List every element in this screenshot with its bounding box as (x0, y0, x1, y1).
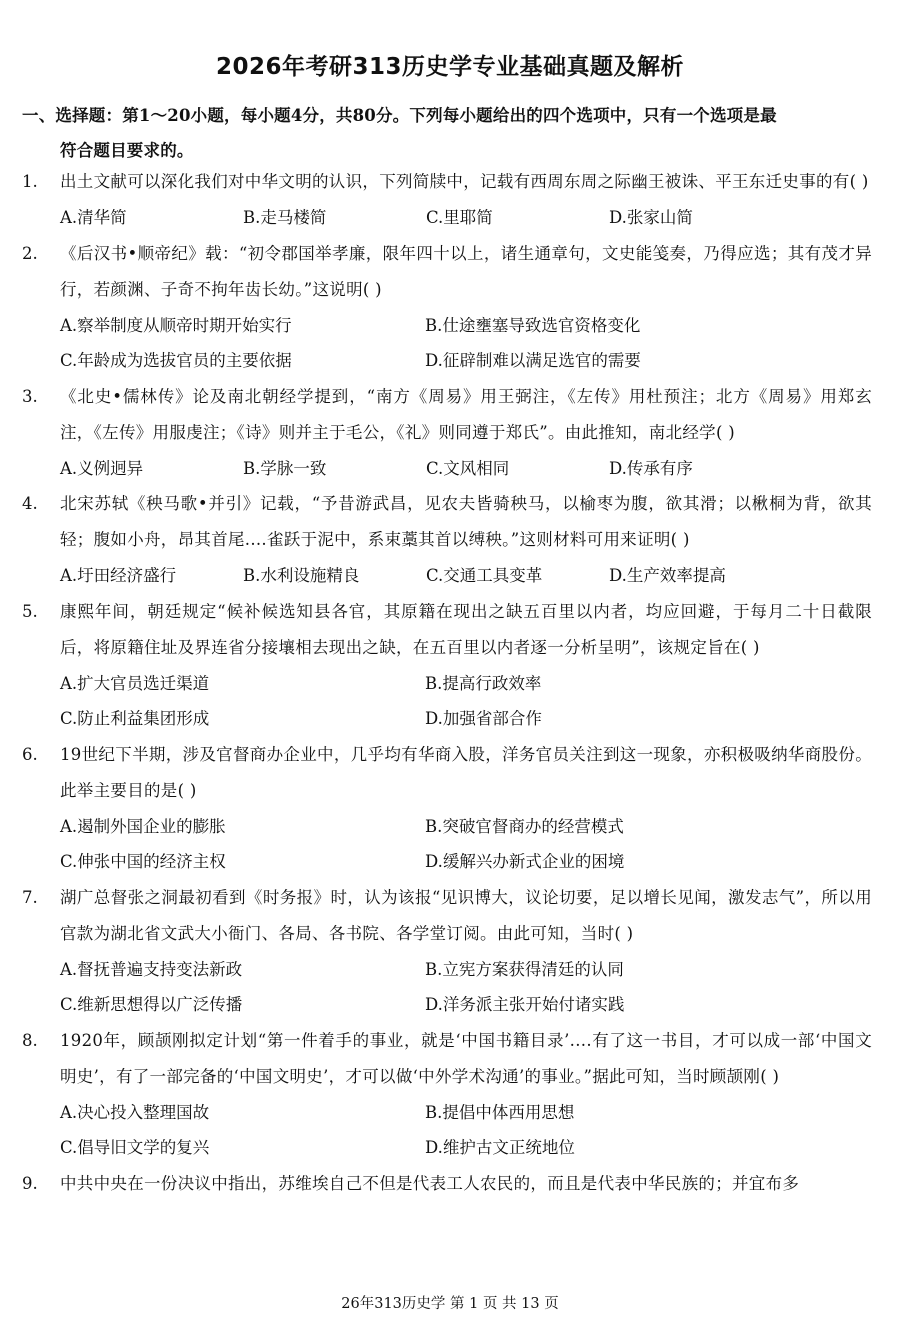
answer-option: A.扩大官员选迁渠道 (60, 673, 210, 693)
answer-option: A.圩田经济盛行 (60, 566, 177, 585)
options-group (60, 809, 880, 880)
answer-option: A.决心投入整理国故 (60, 1102, 210, 1122)
answer-option: A.督抚普遍支持变法新政 (60, 959, 243, 979)
options-group (60, 558, 880, 594)
page-footer: 26年313历史学 第 1 页 共 13 页 (341, 1296, 559, 1312)
question-number: 2. (22, 243, 38, 263)
question-number: 9. (22, 1173, 38, 1193)
answer-option: B.立宪方案获得清廷的认同 (425, 959, 624, 979)
options-row (60, 809, 880, 845)
answer-option: D.维护古文正统地位 (425, 1138, 575, 1157)
options-row (60, 701, 880, 737)
answer-option: B.学脉一致 (243, 458, 327, 478)
answer-option: B.提倡中体西用思想 (425, 1102, 575, 1122)
question-number: 7. (22, 887, 38, 907)
answer-option: A.察举制度从顺帝时期开始实行 (60, 315, 292, 335)
section-header (22, 98, 880, 168)
answer-option: D.生产效率提高 (609, 566, 726, 585)
answer-option: C.维新思想得以广泛传播 (60, 995, 243, 1014)
question-item (0, 486, 900, 594)
options-row (60, 987, 880, 1023)
answer-option: D.洋务派主张开始付诸实践 (425, 995, 625, 1014)
question-text: 19世纪下半期，涉及官督商办企业中，几乎均有华商入股，洋务官员关注到这一现象，亦积极吸纳华商股份。此举主要目的是( ) (60, 744, 872, 800)
question-item (0, 236, 900, 379)
options-group (60, 308, 880, 379)
options-group (60, 200, 880, 236)
question-number: 4. (22, 494, 38, 513)
options-group (60, 666, 880, 737)
page-title: 2026年考研313历史学专业基础真题及解析 (215, 54, 685, 80)
options-row (60, 308, 880, 344)
options-group (60, 1095, 880, 1166)
question-text: 1920年，顾颉刚拟定计划“第一件着手的事业，就是‘中国书籍目录’....有了这一书目，才可以成一部‘中国文明史’，有了一部完备的‘中国文明史’，才可以做‘中外学术沟通’的事业。”据此可知，当时顾颉刚( ) (60, 1030, 872, 1086)
answer-option: D.征辟制难以满足选官的需要 (425, 351, 641, 370)
options-row (60, 451, 880, 487)
answer-option: C.防止利益集团形成 (60, 709, 210, 728)
question-number: 5. (22, 601, 38, 621)
options-row (60, 666, 880, 702)
answer-option: B.水利设施精良 (243, 566, 360, 585)
options-row (60, 1095, 880, 1131)
answer-option: B.仕途壅塞导致选官资格变化 (425, 315, 641, 335)
question-item (0, 880, 900, 1023)
answer-option: D.加强省部合作 (425, 709, 542, 728)
options-group (60, 451, 880, 487)
question-text: 出土文献可以深化我们对中华文明的认识，下列简牍中，记载有西周东周之际幽王被诛、平王东迁史事的有( ) (60, 172, 869, 191)
options-row (60, 558, 880, 594)
answer-option: B.提高行政效率 (425, 673, 542, 693)
question-item (0, 1023, 900, 1166)
options-row (60, 1130, 880, 1166)
answer-option: C.交通工具变革 (426, 566, 543, 585)
options-row (60, 343, 880, 379)
question-number: 6. (22, 744, 38, 764)
question-list (0, 164, 900, 1202)
question-text: 康熙年间，朝廷规定“候补候选知县各官，其原籍在现出之缺五百里以内者，均应回避，于每月二十日截限后，将原籍住址及界连省分接壤相去现出之缺，在五百里以内者逐一分析呈明”，该规定旨在( ) (60, 601, 872, 657)
answer-option: D.传承有序 (609, 458, 693, 478)
answer-option: C.倡导旧文学的复兴 (60, 1138, 210, 1157)
question-item (0, 379, 900, 487)
question-item (0, 164, 900, 236)
answer-option: B.走马楼简 (243, 208, 327, 227)
answer-option: A.义例迥异 (60, 458, 144, 478)
question-number: 3. (22, 386, 38, 406)
answer-option: D.张家山简 (609, 208, 693, 227)
options-row (60, 200, 880, 236)
question-text: 《后汉书•顺帝纪》载：“初令郡国举孝廉，限年四十以上，诸生通章句，文史能笺奏，乃得应选；其有茂才异行，若颜渊、子奇不拘年齿长幼。”这说明( ) (60, 243, 872, 299)
question-text: 《北史•儒林传》论及南北朝经学提到，“南方《周易》用王弼注，《左传》用杜预注；北方《周易》用郑玄注，《左传》用服虔注；《诗》则并主于毛公，《礼》则同遵于郑氏”。由此推知，南北经学( ) (60, 386, 872, 442)
answer-option: C.文风相同 (426, 458, 510, 478)
answer-option: C.里耶简 (426, 208, 493, 227)
section-header-line2: 符合题目要求的。 (60, 141, 194, 160)
options-row (60, 844, 880, 880)
answer-option: C.年龄成为选拔官员的主要依据 (60, 351, 292, 370)
question-text: 湖广总督张之洞最初看到《时务报》时，认为该报“见识博大，议论切要，足以增长见闻，激发志气”，所以用官款为湖北省文武大小衙门、各局、各书院、各学堂订阅。由此可知，当时( ) (60, 887, 872, 943)
answer-option: A.清华简 (60, 208, 127, 227)
question-text: 北宋苏轼《秧马歌•并引》记载，“予昔游武昌，见农夫皆骑秧马，以榆枣为腹，欲其滑；以楸桐为背，欲其轻；腹如小舟，昂其首尾....雀跃于泥中，系束藁其首以缚秧。”这则材料可用来证明( ) (60, 494, 872, 549)
options-group (60, 952, 880, 1023)
question-item (0, 1166, 900, 1202)
answer-option: B.突破官督商办的经营模式 (425, 816, 624, 836)
question-item (0, 594, 900, 737)
question-number: 8. (22, 1030, 38, 1050)
question-item (0, 737, 900, 880)
answer-option: C.伸张中国的经济主权 (60, 852, 226, 871)
question-number: 1. (22, 172, 38, 191)
options-row (60, 952, 880, 988)
answer-option: D.缓解兴办新式企业的困境 (425, 852, 625, 871)
section-header-line1: 一、选择题：第1～20小题，每小题4分，共80分。下列每小题给出的四个选项中，只有一个选项是最 (22, 106, 777, 125)
question-text: 中共中央在一份决议中指出，苏维埃自己不但是代表工人农民的，而且是代表中华民族的；并宜布多 (60, 1173, 800, 1193)
answer-option: A.遏制外国企业的膨胀 (60, 816, 226, 836)
